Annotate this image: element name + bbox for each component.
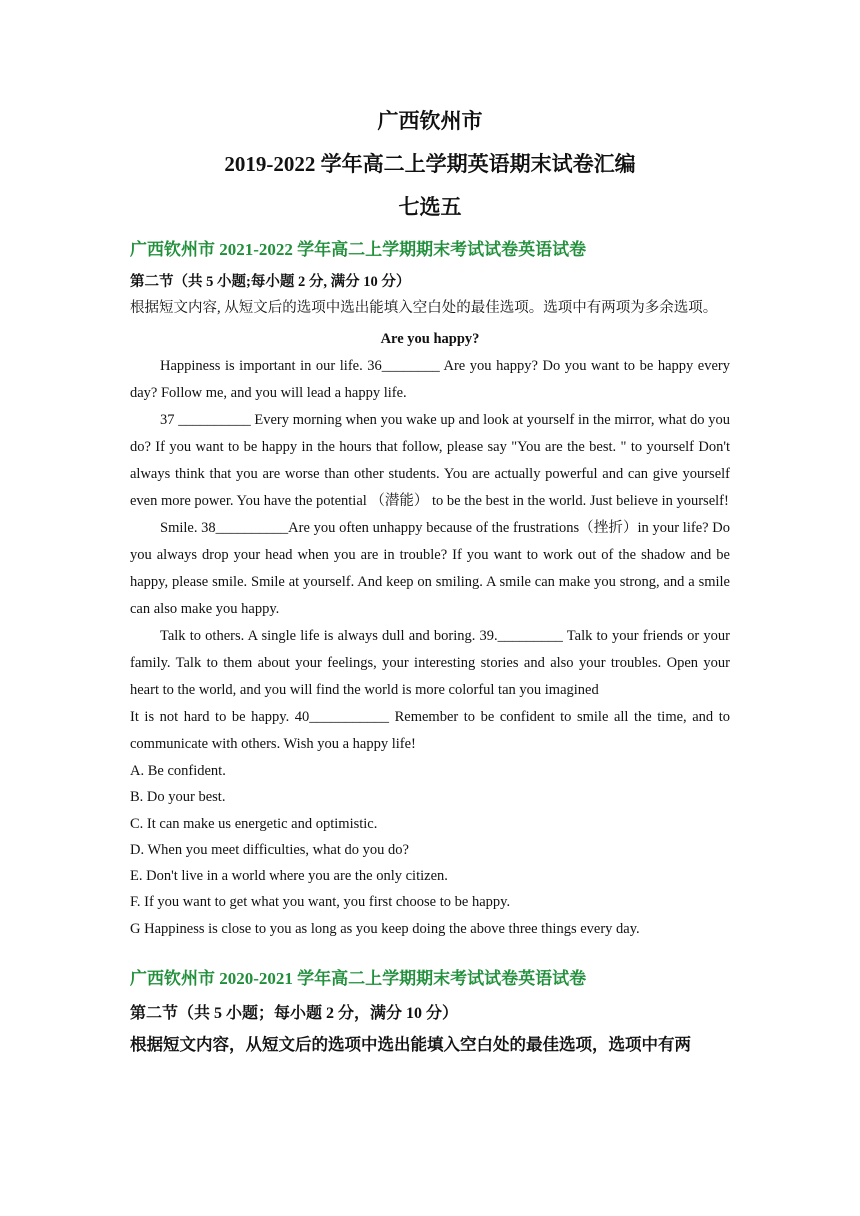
section1-instructions: 根据短文内容, 从短文后的选项中选出能填入空白处的最佳选项。选项中有两项为多余选项。 (130, 300, 718, 316)
option-g: G Happiness is close to you as long as you keep doing the above three things every day. (130, 920, 640, 937)
section1-heading: 广西钦州市 2021-2022 学年高二上学期期末考试试卷英语试卷 (130, 240, 587, 259)
passage-paragraph: 37 __________ Every morning when you wake up and look at yourself in the mirror, what do you do? If you want to be happy in the hours that follow, please say "You are the best. " to yourself Don't always think that you are worse than other students. You are actually powerful and can give yourself even more power. You have the potential （潜能） to be the best in the world. Just believe in yourself! (130, 412, 730, 509)
option-b: B. Do your best. (130, 789, 226, 806)
option-d: D. When you meet difficulties, what do you do? (130, 841, 409, 858)
option-e: E. Don't live in a world where you are the only citizen. (130, 868, 448, 885)
doc-title-region: 广西钦州市 (377, 109, 483, 133)
passage-title: Are you happy? (380, 331, 480, 347)
option-a: A. Be confident. (130, 763, 226, 779)
section2-instructions: 根据短文内容，从短文后的选项中选出能填入空白处的最佳选项，选项中有两 (130, 1035, 691, 1055)
page-content (130, 100, 730, 1060)
section-spacer (130, 942, 730, 958)
doc-title-type: 七选五 (398, 195, 462, 219)
section2-subheading: 第二节（共 5 小题；每小题 2 分，满分 10 分） (130, 1005, 459, 1023)
section2-heading: 广西钦州市 2020-2021 学年高二上学期期末考试试卷英语试卷 (130, 969, 587, 989)
section1-subheading: 第二节（共 5 小题;每小题 2 分, 满分 10 分） (130, 274, 411, 290)
passage-paragraph: It is not hard to be happy. 40___________ Remember to be confident to smile all the time, and to communicate with others. Wish you a happy life! (130, 709, 730, 752)
passage-paragraph: Happiness is important in our life. 36________ Are you happy? Do you want to be happy every day? Follow me, and you will lead a happy life. (130, 358, 730, 401)
option-c: C. It can make us energetic and optimistic. (130, 815, 378, 832)
passage-paragraph: Smile. 38__________Are you often unhappy because of the frustrations（挫折）in your life? Do you always drop your head when you are in trouble? If you want to work out of the shadow and be happy, please smile. Smile at yourself. And keep on smiling. A smile can make you strong, and a smile can also make you happy. (130, 520, 730, 617)
doc-title-years: 2019-2022 学年高二上学期英语期末试卷汇编 (224, 152, 636, 176)
option-f: F. If you want to get what you want, you first choose to be happy. (130, 894, 511, 911)
passage-paragraph: Talk to others. A single life is always dull and boring. 39._________ Talk to your friends or your family. Talk to them about your feelings, your interesting stories and also your troubles. Open your heart to the world, and you will find the world is more colorful tan you imagined (130, 628, 730, 698)
